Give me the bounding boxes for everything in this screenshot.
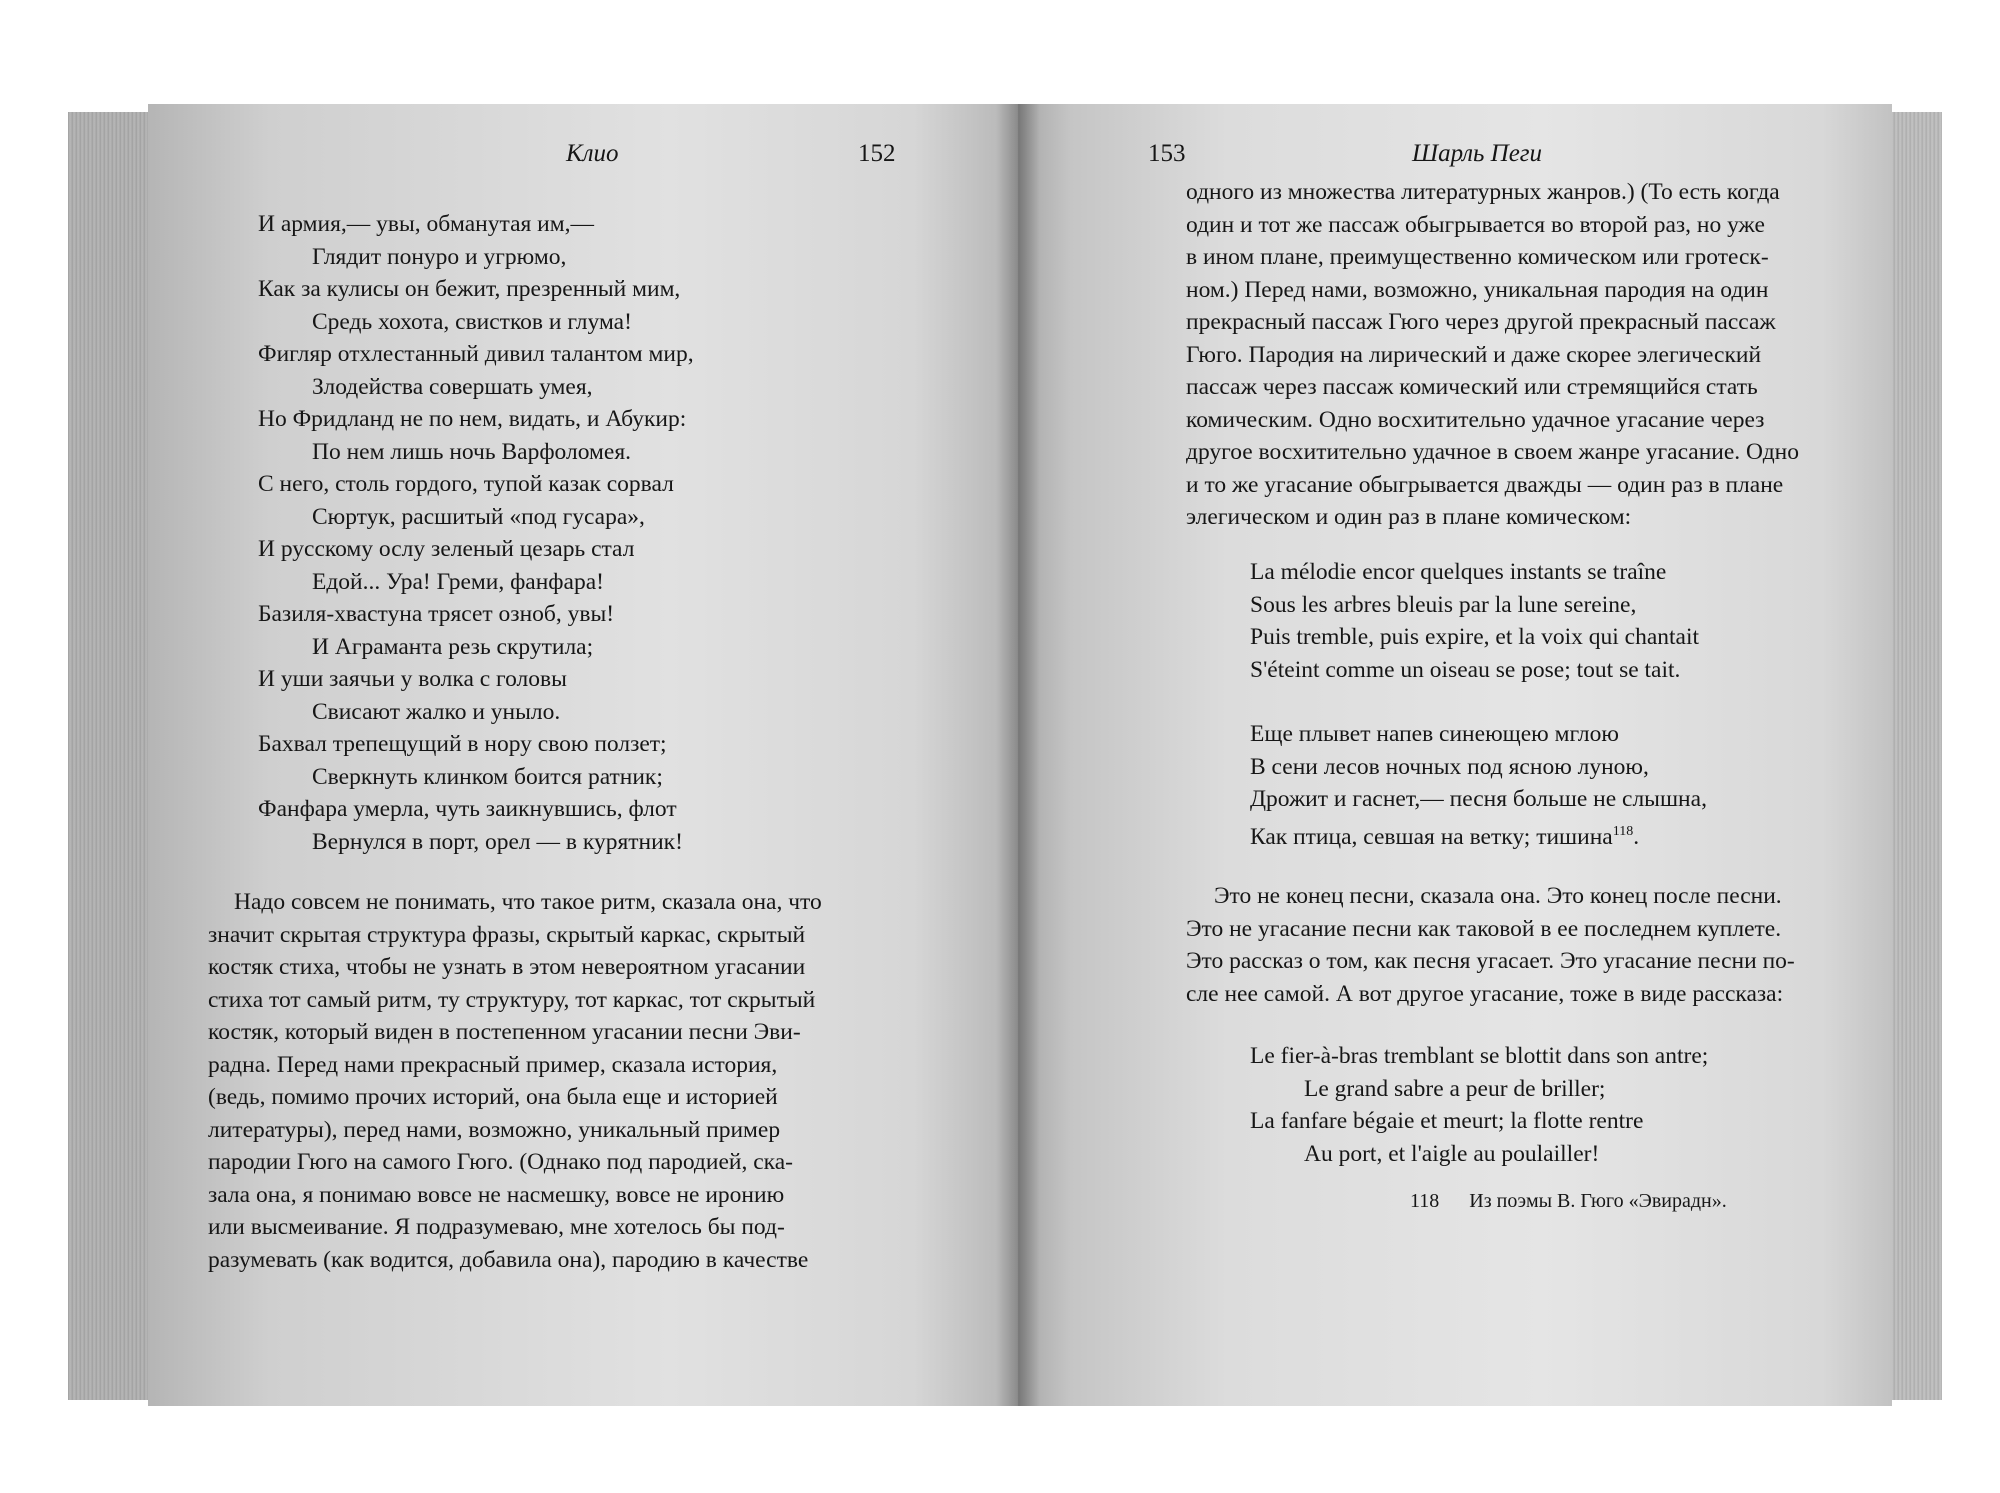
prose-line: сле нее самой. А вот другое угасание, тоже в виде рассказа:: [1186, 980, 1784, 1007]
prose-paragraph-right-2: [1186, 880, 1795, 1010]
prose-paragraph-right-1: [1186, 176, 1799, 534]
verse-line: Puis tremble, puis expire, et la voix qui chantait: [1250, 624, 1700, 650]
poem-line: Сюртук, расшитый «под гусара»,: [312, 503, 645, 530]
poem-line: И уши заячьи у волка с головы: [258, 666, 567, 692]
left-page: [148, 104, 1018, 1406]
verse-line: В сени лесов ночных под ясною луною,: [1250, 753, 1649, 780]
prose-line: элегическом и один раз в плане комическом:: [1186, 504, 1632, 530]
prose-line: пассаж через пассаж комический или стремящийся стать: [1186, 374, 1758, 400]
running-head-left: Клио: [566, 140, 619, 167]
verse-line: Дрожит и гаснет,— песня больше не слышна,: [1250, 786, 1707, 812]
prose-line: радна. Перед нами прекрасный пример, сказала история,: [208, 1051, 778, 1078]
french-stanza-1: [1250, 556, 1699, 686]
verse-line: Как птица, севшая на ветку; тишина$^{118}$.: [1250, 823, 1640, 850]
prose-line: зала она, я понимаю вовсе не насмешку, вовсе не иронию: [208, 1181, 785, 1208]
verse-line: Le grand sabre a peur de briller;: [1304, 1075, 1606, 1102]
poem-line: Свисают жалко и уныло.: [312, 698, 561, 725]
prose-line: Это рассказ о том, как песня угасает. Это угасание песни по-: [1186, 948, 1795, 974]
poem-line: Как за кулисы он бежит, презренный мим,: [258, 276, 681, 302]
footnote: [1410, 1190, 1727, 1213]
poem-line: По нем лишь ночь Варфоломея.: [312, 438, 632, 465]
poem-line: И русскому ослу зеленый цезарь стал: [258, 536, 635, 562]
prose-line: Надо совсем не понимать, что такое ритм, сказала она, что: [234, 889, 822, 915]
running-head-right: Шарль Пеги: [1412, 140, 1543, 167]
verse-line: Le fier-à-bras tremblant se blottit dans son antre;: [1250, 1043, 1709, 1069]
poem-line: Базиля-хвастуна трясет озноб, увы!: [258, 601, 615, 627]
prose-line: комическим. Одно восхитительно удачное угасание через: [1186, 406, 1765, 433]
prose-line: литературы), перед нами, возможно, уникальный пример: [208, 1116, 781, 1143]
verse-line: Au port, et l'aigle au poulailler!: [1304, 1140, 1600, 1167]
footnote-number: 118: [1410, 1190, 1440, 1212]
verse-text: Как птица, севшая на ветку; тишина: [1250, 823, 1613, 850]
prose-line: и то же угасание обыгрывается дважды — один раз в плане: [1186, 471, 1784, 498]
prose-line: или высмеивание. Я подразумеваю, мне хотелось бы под-: [208, 1214, 785, 1240]
prose-line: прекрасный пассаж Гюго через другой прекрасный пассаж: [1186, 309, 1776, 335]
poem-line: Сверкнуть клинком боится ратник;: [312, 763, 663, 790]
page-number-left: 152: [858, 140, 896, 167]
poem-line: Но Фридланд не по нем, видать, и Абукир:: [258, 406, 687, 432]
verse-line: La fanfare bégaie et meurt; la flotte rentre: [1250, 1108, 1644, 1134]
poem-line: Глядит понуро и угрюмо,: [312, 243, 567, 270]
poem-line: Фанфара умерла, чуть заикнувшись, флот: [258, 796, 677, 822]
poem-line: И Аграманта резь скрутила;: [312, 633, 594, 660]
prose-line: костяк, который виден в постепенном угасании песни Эви-: [208, 1019, 801, 1045]
prose-line: ном.) Перед нами, возможно, уникальная пародия на один: [1186, 276, 1769, 303]
footnote-reference[interactable]: 118: [1612, 823, 1634, 839]
page-number-right: 153: [1148, 140, 1186, 167]
book-gutter-shadow: [996, 104, 1040, 1406]
prose-paragraph-left: [208, 886, 822, 1276]
prose-line: в ином плане, преимущественно комическом или гротеск-: [1186, 244, 1769, 270]
prose-line: значит скрытая структура фразы, скрытый каркас, скрытый: [208, 921, 806, 948]
french-stanza-2: [1250, 1040, 1708, 1170]
verse-line: Sous les arbres bleuis par la lune sereine,: [1250, 591, 1637, 618]
verse-line: S'éteint comme un oiseau se pose; tout se tait.: [1250, 656, 1681, 683]
verse-line: Еще плывет напев синеющею мглою: [1250, 721, 1619, 747]
poem-line: Злодейства совершать умея,: [312, 373, 593, 400]
prose-line: один и тот же пассаж обыгрывается во второй раз, но уже: [1186, 211, 1765, 238]
poem-line: Средь хохота, свистков и глума!: [312, 308, 632, 335]
poem-line: Бахвал трепещущий в нору свою ползет;: [258, 731, 667, 757]
prose-line: костяк стиха, чтобы не узнать в этом невероятном угасании: [208, 954, 806, 980]
prose-line: пародии Гюго на самого Гюго. (Однако под пародией, ска-: [208, 1149, 793, 1175]
prose-line: разумевать (как водится, добавила она), пародию в качестве: [208, 1246, 809, 1273]
footnote-text: Из поэмы В. Гюго «Эвирадн».: [1469, 1190, 1727, 1212]
prose-line: (ведь, помимо прочих историй, она была еще и историей: [208, 1084, 778, 1110]
prose-line: Это не конец песни, сказала она. Это конец после песни.: [1214, 883, 1782, 909]
prose-line: одного из множества литературных жанров.) (То есть когда: [1186, 179, 1780, 205]
poem-line: И армия,— увы, обманутая им,—: [258, 211, 594, 237]
poem-line: С него, столь гордого, тупой казак сорвал: [258, 471, 674, 497]
poem-line: Фигляр отхлестанный дивил талантом мир,: [258, 341, 694, 367]
poem-line: Едой... Ура! Греми, фанфара!: [312, 568, 604, 595]
prose-line: Гюго. Пародия на лирический и даже скорее элегический: [1186, 341, 1762, 368]
russian-stanza: [1250, 718, 1707, 853]
prose-line: другое восхитительно удачное в своем жанре угасание. Одно: [1186, 439, 1799, 465]
right-page: [1018, 104, 1892, 1406]
poem-line: Вернулся в порт, орел — в курятник!: [312, 828, 683, 855]
verse-line: La mélodie encor quelques instants se traîne: [1250, 559, 1667, 585]
poem-russian: [258, 208, 694, 858]
prose-line: стиха тот самый ритм, ту структуру, тот каркас, тот скрытый: [208, 986, 816, 1013]
prose-line: Это не угасание песни как таковой в ее последнем куплете.: [1186, 915, 1782, 942]
